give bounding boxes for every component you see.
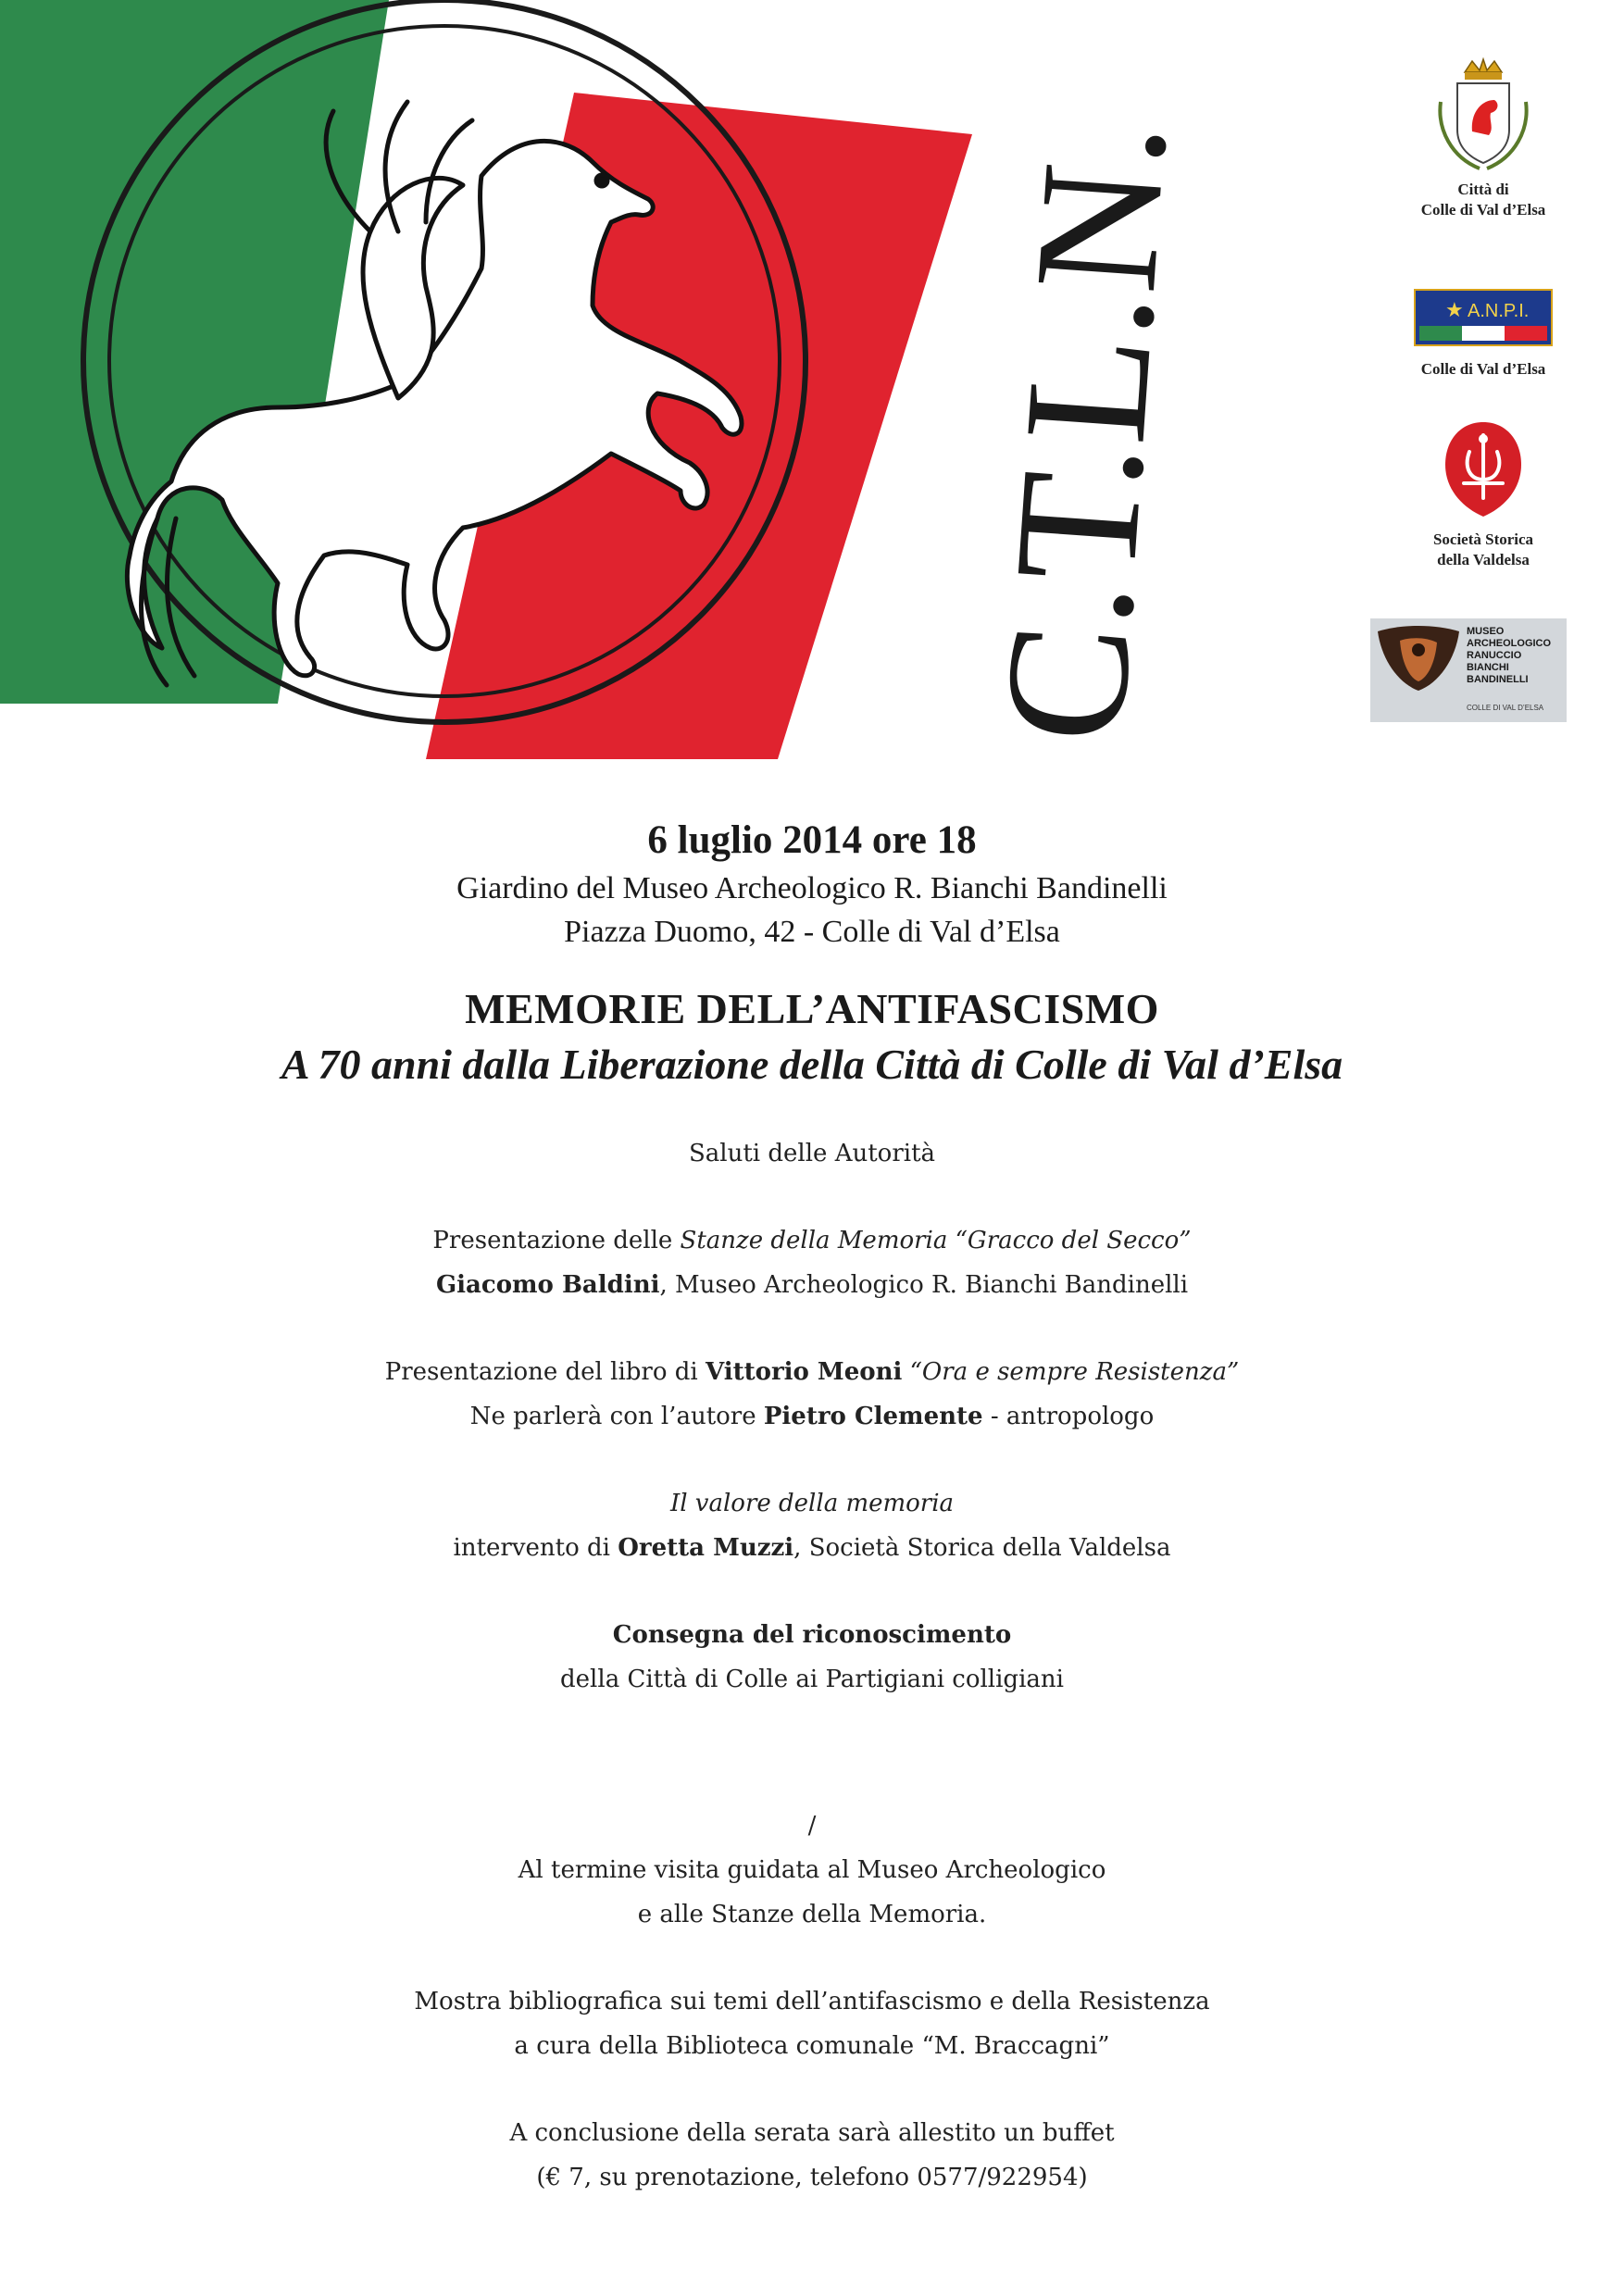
visit-line2: e alle Stanze della Memoria.: [637, 1901, 987, 1928]
logo-societa-storica: [1343, 418, 1624, 570]
buffet-line1: A conclusione della serata sarà allestito un buffet: [509, 2119, 1115, 2147]
svg-text:★: ★: [1445, 299, 1464, 322]
program-text: Presentazione delle: [432, 1227, 681, 1254]
event-date: 6 luglio 2014 ore 18: [647, 818, 977, 862]
caption-line: Società Storica: [1432, 530, 1534, 548]
partner-logos: [1343, 0, 1624, 759]
event-details: [0, 815, 1624, 2200]
ctln-text: C.T.L.N.: [966, 114, 1205, 749]
museo-logo-text: [1467, 626, 1551, 686]
anpi-badge-text: A.N.P.I.: [1468, 301, 1530, 321]
visit-line1: Al termine visita guidata al Museo Archeologico: [518, 1856, 1106, 1884]
exhibit-line2: a cura della Biblioteca comunale “M. Braccagni”: [514, 2032, 1110, 2060]
event-subtitle: A 70 anni dalla Liberazione della Città di Colle di Val d’Elsa: [281, 1041, 1343, 1088]
museo-logo-line: BANDINELLI: [1467, 674, 1529, 685]
separator: /: [807, 1812, 817, 1840]
author-name: Vittorio Meoni: [706, 1358, 903, 1386]
logo-museo: [1343, 618, 1624, 722]
logo-societa-storica-caption: [1343, 530, 1624, 570]
ctln-emblem-icon: [0, 0, 1315, 759]
logo-anpi: [1343, 289, 1624, 380]
museo-logo-line: MUSEO: [1467, 626, 1505, 637]
program-item2-line1: [0, 1350, 1624, 1394]
speaker-name: Giacomo Baldini: [435, 1271, 660, 1299]
museo-logo-line: ARCHEOLOGICO: [1467, 638, 1552, 649]
museo-logo-icon: [1370, 618, 1567, 722]
book-title: “Ora e sempre Resistenza”: [902, 1358, 1240, 1386]
citta-colle-crest-icon: [1428, 56, 1539, 176]
program-text: intervento di: [453, 1534, 618, 1562]
museo-logo-line: RANUCCIO: [1467, 650, 1522, 661]
program-item1-line1: [0, 1218, 1624, 1263]
program-item4-line2: della Città di Colle ai Partigiani colligiani: [560, 1666, 1064, 1693]
caption-line: della Valdelsa: [1437, 551, 1530, 568]
museo-vase-icon: [1374, 622, 1463, 696]
guest-name: Pietro Clemente: [763, 1403, 983, 1430]
event-venue-line2: Piazza Duomo, 42 - Colle di Val d’Elsa: [564, 915, 1060, 949]
societa-storica-shield-icon: [1442, 418, 1525, 520]
buffet-line2: (€ 7, su prenotazione, telefono 0577/922954): [536, 2164, 1088, 2191]
program-item3-line2: [0, 1526, 1624, 1570]
program-item3-line1: [0, 1481, 1624, 1526]
museo-logo-line: BIANCHI: [1467, 662, 1509, 673]
program-greeting: Saluti delle Autorità: [688, 1140, 936, 1167]
program-text: Ne parlerà con l’autore: [469, 1403, 764, 1430]
speaker-name: Oretta Muzzi: [618, 1534, 794, 1562]
event-title: MEMORIE DELL’ANTIFASCISMO: [465, 985, 1159, 1032]
caption-line: Città di: [1457, 181, 1509, 198]
program-item4-line1: [0, 1613, 1624, 1657]
caption-line: Colle di Val d’Elsa: [1420, 201, 1546, 218]
speaker-role: , Museo Archeologico R. Bianchi Bandinelli: [659, 1271, 1189, 1299]
museo-logo-footer: COLLE DI VAL D’ELSA: [1467, 704, 1544, 712]
logo-citta-colle-caption: [1343, 180, 1624, 220]
exhibit-line1: Mostra bibliografica sui temi dell’antifascismo e della Resistenza: [414, 1988, 1210, 2015]
guest-role: - antropologo: [982, 1403, 1155, 1430]
logo-anpi-caption: [1343, 359, 1624, 380]
logo-citta-colle: [1343, 56, 1624, 220]
ctln-lettering: [967, 114, 1204, 748]
program-italic: Stanze della Memoria “Gracco del Secco”: [680, 1227, 1192, 1254]
program-item2-line2: [0, 1394, 1624, 1439]
event-venue-line1: Giardino del Museo Archeologico R. Bianchi Bandinelli: [456, 871, 1168, 905]
header-artwork: [0, 0, 1315, 759]
program-bold: Consegna del riconoscimento: [612, 1621, 1012, 1649]
anpi-badge-icon: [1414, 289, 1553, 346]
program-item1-line2: [0, 1263, 1624, 1307]
speaker-role: , Società Storica della Valdelsa: [793, 1534, 1171, 1562]
program-italic: Il valore della memoria: [669, 1490, 955, 1517]
caption-line: Colle di Val d’Elsa: [1420, 360, 1546, 378]
program-text: Presentazione del libro di: [384, 1358, 706, 1386]
